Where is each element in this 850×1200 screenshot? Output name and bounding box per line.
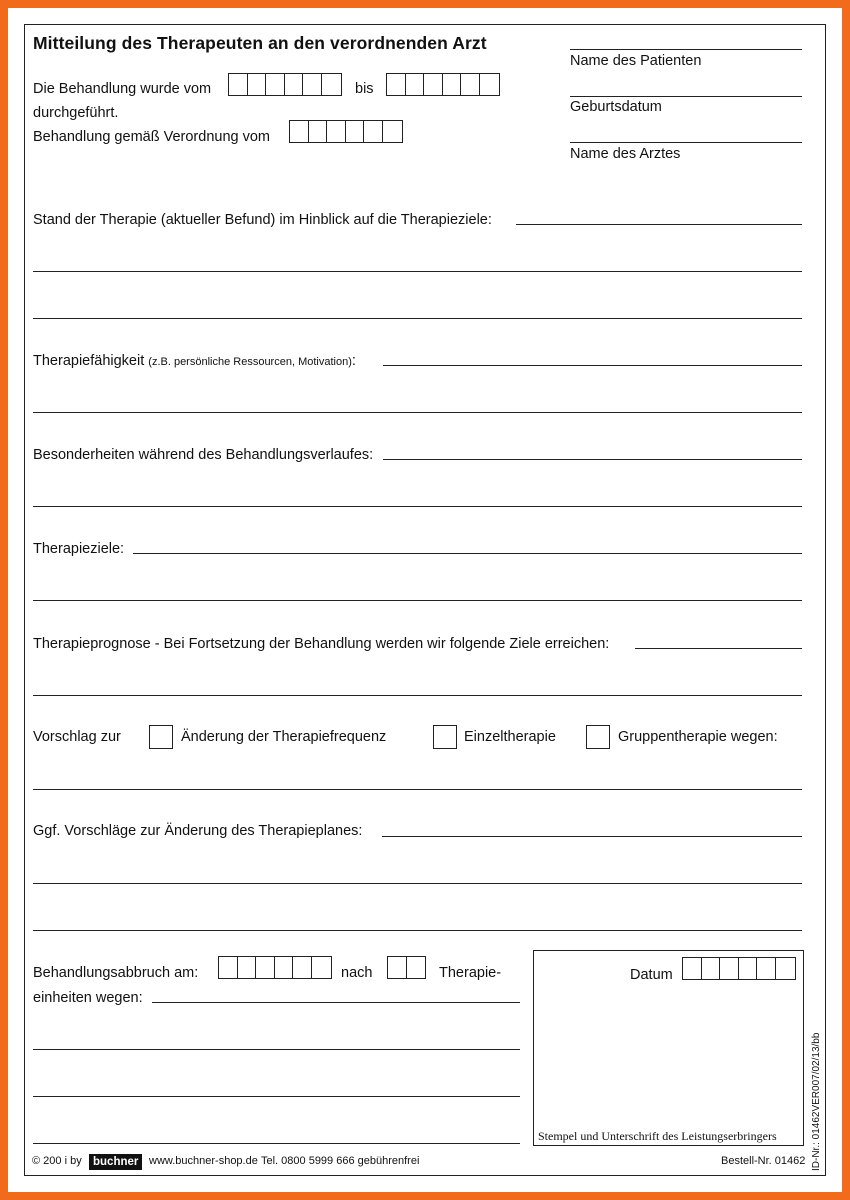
single-therapy-label: Einzeltherapie [464,729,556,745]
patient-name-label: Name des Patienten [570,53,702,69]
group-therapy-label: Gruppentherapie wegen: [618,729,778,745]
plan-change-line-1[interactable] [382,836,802,837]
peculiarities-line-1[interactable] [383,459,802,460]
patient-name-line[interactable] [570,49,802,50]
therapy-ability-line-2[interactable] [33,412,802,413]
birthdate-label: Geburtsdatum [570,99,662,115]
suggestion-line[interactable] [33,789,802,790]
abort-label: Behandlungsabbruch am: [33,965,199,981]
footer-order-number: Bestell-Nr. 01462 [721,1155,806,1167]
footer-phone: Tel. 0800 5999 666 gebührenfrei [261,1155,420,1167]
goals-label: Therapieziele: [33,541,125,557]
footer-copyright: © 200 i by [32,1155,82,1167]
abort-reason-line-4[interactable] [33,1143,520,1144]
form-title: Mitteilung des Therapeuten an den verordnenden Arzt [33,33,487,53]
doctor-name-label: Name des Arztes [570,146,681,162]
plan-change-label: Ggf. Vorschläge zur Änderung des Therapieplanes: [33,823,363,839]
therapy-ability-hint: (z.B. persönliche Ressourcen, Motivation) [148,356,352,368]
units-count-field[interactable] [387,956,426,979]
prognosis-label: Therapieprognose - Bei Fortsetzung der Behandlung werden wir folgende Ziele erreichen: [33,636,610,652]
peculiarities-label: Besonderheiten während des Behandlungsverlaufes: [33,447,374,463]
frequency-change-checkbox[interactable] [149,725,173,749]
therapy-status-line-1[interactable] [516,224,802,225]
stamp-label: Stempel und Unterschrift des Leistungserbringers [538,1129,777,1143]
signature-date-field[interactable] [682,957,796,980]
prognosis-line-2[interactable] [33,695,802,696]
form-frame [24,24,826,1176]
abort-reason-line-3[interactable] [33,1096,520,1097]
after-label: nach [341,965,373,981]
group-therapy-checkbox[interactable] [586,725,610,749]
treatment-from-label: Die Behandlung wurde vom [33,81,212,97]
abort-date-field[interactable] [218,956,332,979]
doctor-name-line[interactable] [570,142,802,143]
treatment-to-label: bis [355,81,374,97]
side-id-text: ID-Nr.: 01462VER007/02/13/bb [811,1032,822,1171]
therapy-ability-line-1[interactable] [383,365,802,366]
therapy-ability-label: Therapiefähigkeit (z.B. persönliche Ressourcen, Motivation): [33,353,356,369]
plan-change-line-3[interactable] [33,930,802,931]
date-label: Datum [630,967,673,983]
single-therapy-checkbox[interactable] [433,725,457,749]
performed-label: durchgeführt. [33,105,119,121]
treatment-from-date-field[interactable] [228,73,342,96]
prescription-date-field[interactable] [289,120,403,143]
units-label-2: einheiten wegen: [33,990,143,1006]
treatment-to-date-field[interactable] [386,73,500,96]
frequency-change-label: Änderung der Therapiefrequenz [181,729,387,745]
therapy-status-line-3[interactable] [33,318,802,319]
abort-reason-line-1[interactable] [152,1002,520,1003]
buchner-logo: buchner [89,1154,142,1170]
footer-website: www.buchner-shop.de [149,1155,258,1167]
plan-change-line-2[interactable] [33,883,802,884]
units-label-1: Therapie- [439,965,502,981]
therapy-status-label: Stand der Therapie (aktueller Befund) im Hinblick auf die Therapieziele: [33,212,492,228]
prescription-label: Behandlung gemäß Verordnung vom [33,129,270,145]
goals-line-1[interactable] [133,553,802,554]
suggestion-label: Vorschlag zur [33,729,121,745]
birthdate-line[interactable] [570,96,802,97]
goals-line-2[interactable] [33,600,802,601]
prognosis-line-1[interactable] [635,648,802,649]
peculiarities-line-2[interactable] [33,506,802,507]
stamp-signature-box[interactable] [533,950,804,1146]
abort-reason-line-2[interactable] [33,1049,520,1050]
therapy-status-line-2[interactable] [33,271,802,272]
